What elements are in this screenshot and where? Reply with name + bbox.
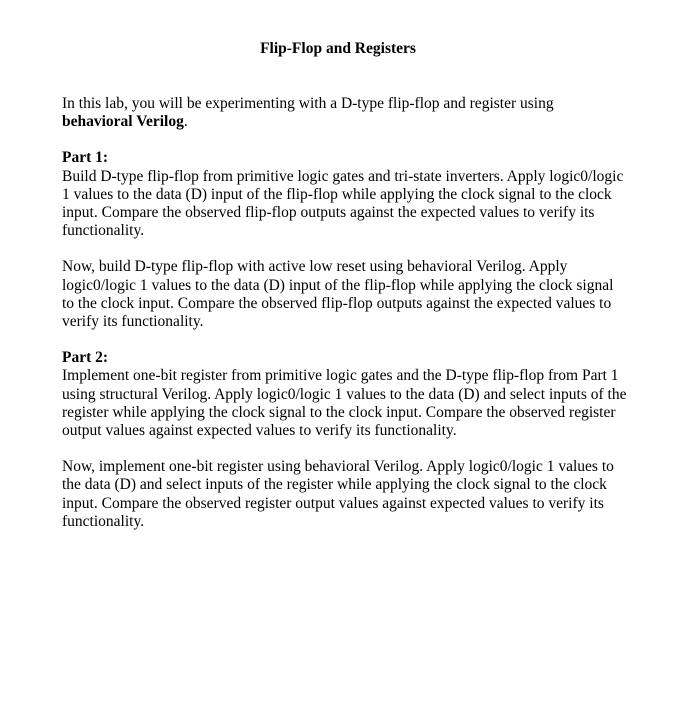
part2-text-2: Now, implement one-bit register using behavioral Verilog. Apply logic0/logic 1 values to the data (D) and select inputs of the register while applying the clock signal to the clock input. Compare the observed register output values against expected values to verify its functionality. (62, 458, 614, 530)
part1-paragraph-1 (62, 149, 628, 240)
intro-text: In this lab, you will be experimenting with a D-type flip-flop and register using (62, 95, 554, 112)
intro-end: . (183, 113, 188, 131)
part2-paragraph-1 (62, 349, 628, 440)
part1-text-2: Now, build D-type flip-flop with active low reset using behavioral Verilog. Apply logic0/logic 1 values to the data (D) input of the flip-flop while applying the clock signal to the clock input. Compare the observed flip-flop outputs against the expected values to verify its functionality. (62, 258, 614, 331)
part2-text-1: Implement one-bit register from primitive logic gates and the D-type flip-flop from Part 1 using structural Verilog. Apply logic0/logic 1 values to the data (D) and select inputs of the register while applying the clock signal to the clock input. Compare the observed register output values against expected values to verify its functionality. (62, 367, 627, 440)
intro-bold-text: behavioral Verilog (62, 113, 184, 131)
part1-paragraph-2 (62, 258, 628, 331)
intro-paragraph (62, 95, 628, 131)
part1-text-1: Build D-type flip-flop from primitive logic gates and tri-state inverters. Apply logic0/logic 1 values to the data (D) input of the flip-flop while applying the clock signal to the clock input. Compare the observed flip-flop outputs against the expected values to verify its functionality. (62, 167, 624, 240)
document-body (62, 95, 628, 549)
part2-heading: Part 2: (62, 349, 109, 367)
document-title: Flip-Flop and Registers (260, 40, 416, 57)
part1-heading: Part 1: (62, 149, 109, 167)
part2-paragraph-2 (62, 458, 628, 531)
